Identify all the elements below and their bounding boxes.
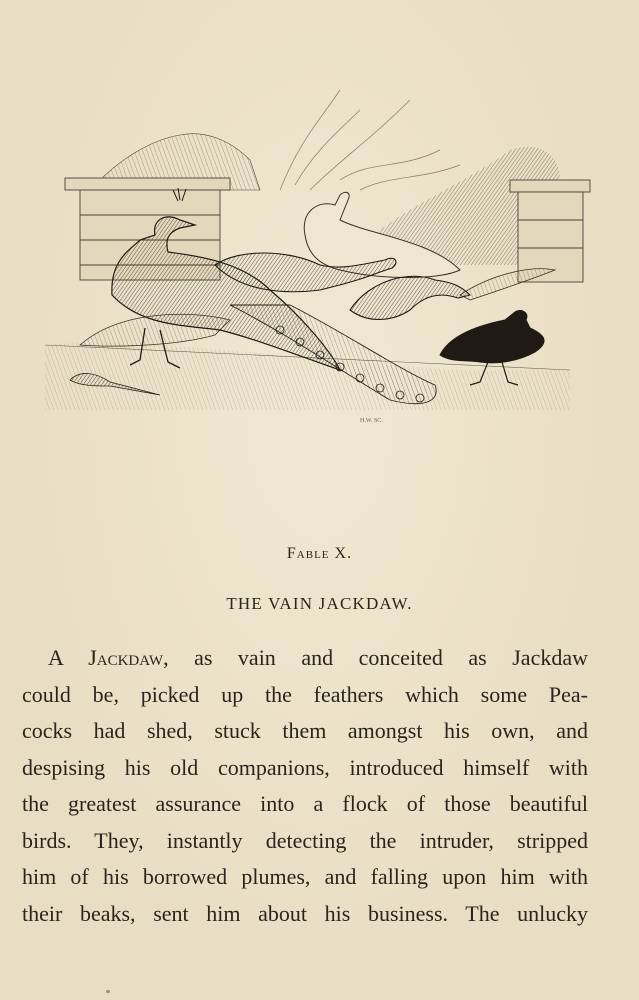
fable-number-text: Fable X. bbox=[286, 545, 353, 562]
peacocks-and-jackdaw-engraving bbox=[40, 80, 600, 425]
body-line-3: cocks had shed, stuck them amongst his own, and bbox=[22, 718, 588, 743]
body-line-5: the greatest assurance into a flock of those beautiful bbox=[22, 791, 588, 816]
sky-clouds bbox=[280, 90, 460, 190]
fable-body bbox=[22, 640, 588, 932]
body-line-1 bbox=[22, 640, 588, 677]
jackdaw bbox=[440, 310, 544, 362]
body-line-1-rest: , as vain and conceited as Jackdaw bbox=[163, 645, 588, 670]
drop-word: A bbox=[48, 645, 89, 670]
fable-number bbox=[0, 545, 639, 563]
paper-speck bbox=[106, 990, 110, 993]
body-line-8: their beaks, sent him about his business. The unlucky bbox=[22, 900, 588, 926]
feather-fan-right bbox=[460, 269, 555, 300]
stone-wall-right bbox=[510, 180, 590, 282]
body-line-2: could be, picked up the feathers which some Pea- bbox=[22, 681, 588, 707]
body-line-4: despising his old companions, introduced himself with bbox=[22, 754, 588, 780]
body-line-6: birds. They, instantly detecting the intruder, stripped bbox=[22, 827, 588, 853]
engraver-signature: H.W. SC. bbox=[360, 418, 383, 424]
third-peacock bbox=[350, 276, 470, 319]
fable-title: THE VAIN JACKDAW. bbox=[226, 594, 413, 613]
jackdaw-small-caps: Jackdaw bbox=[88, 645, 164, 670]
body-line-7: him of his borrowed plumes, and falling upon him with bbox=[22, 864, 588, 889]
